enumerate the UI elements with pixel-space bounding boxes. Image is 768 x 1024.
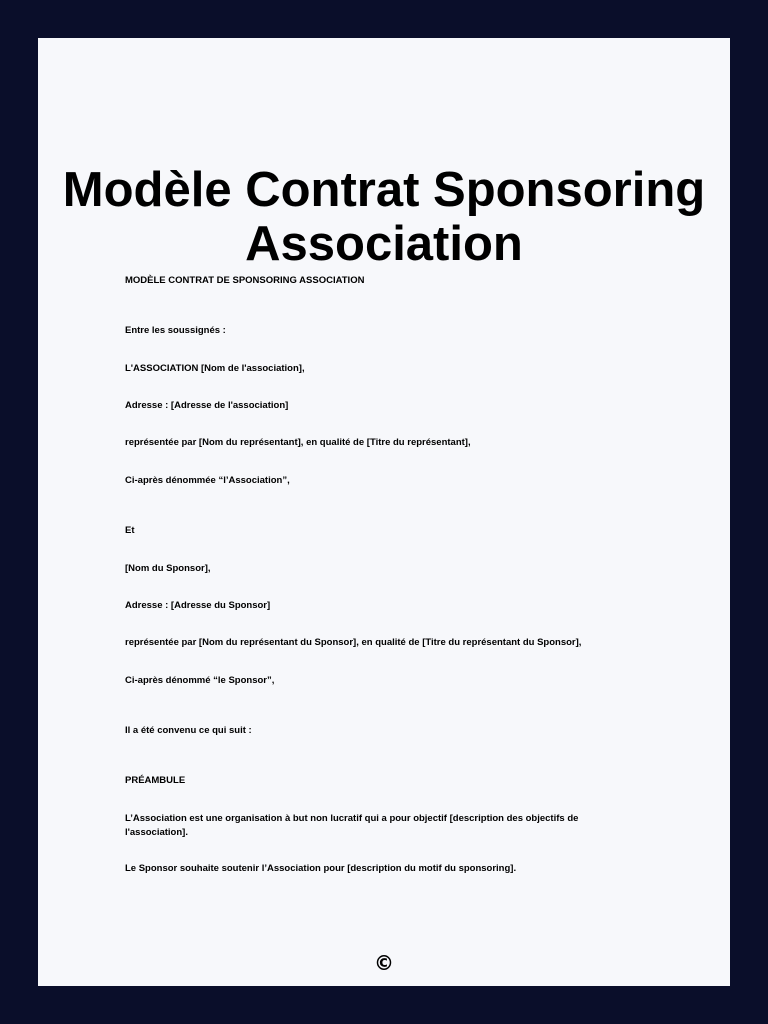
document-title: Modèle Contrat Sponsoring Association	[62, 163, 706, 271]
contract-heading: MODÈLE CONTRAT DE SPONSORING ASSOCIATION	[125, 275, 365, 286]
sponsor-designation: Ci-après dénommé “le Sponsor”,	[125, 675, 275, 686]
sponsor-address: Adresse : [Adresse du Sponsor]	[125, 600, 271, 611]
copyright-icon: ©	[374, 951, 394, 975]
document-page	[38, 38, 730, 986]
association-address: Adresse : [Adresse de l'association]	[125, 400, 289, 411]
parties-intro: Entre les soussignés :	[125, 325, 226, 336]
sponsor-representative: représentée par [Nom du représentant du Sponsor], en qualité de [Titre du représentant du Sponsor],	[125, 637, 582, 648]
association-representative: représentée par [Nom du représentant], en qualité de [Titre du représentant],	[125, 437, 471, 448]
and-separator: Et	[125, 525, 135, 536]
preamble-association-purpose: L’Association est une organisation à but non lucratif qui a pour objectif [description des objectifs de l'association].	[125, 813, 579, 838]
association-designation: Ci-après dénommée “l’Association”,	[125, 475, 290, 486]
sponsor-name: [Nom du Sponsor],	[125, 563, 211, 574]
preamble-heading: PRÉAMBULE	[125, 775, 186, 786]
agreement-intro: Il a été convenu ce qui suit :	[125, 725, 252, 736]
preamble-sponsor-motive: Le Sponsor souhaite soutenir l’Association pour [description du motif du sponsoring].	[125, 863, 517, 874]
association-name: L'ASSOCIATION [Nom de l'association],	[125, 363, 305, 374]
